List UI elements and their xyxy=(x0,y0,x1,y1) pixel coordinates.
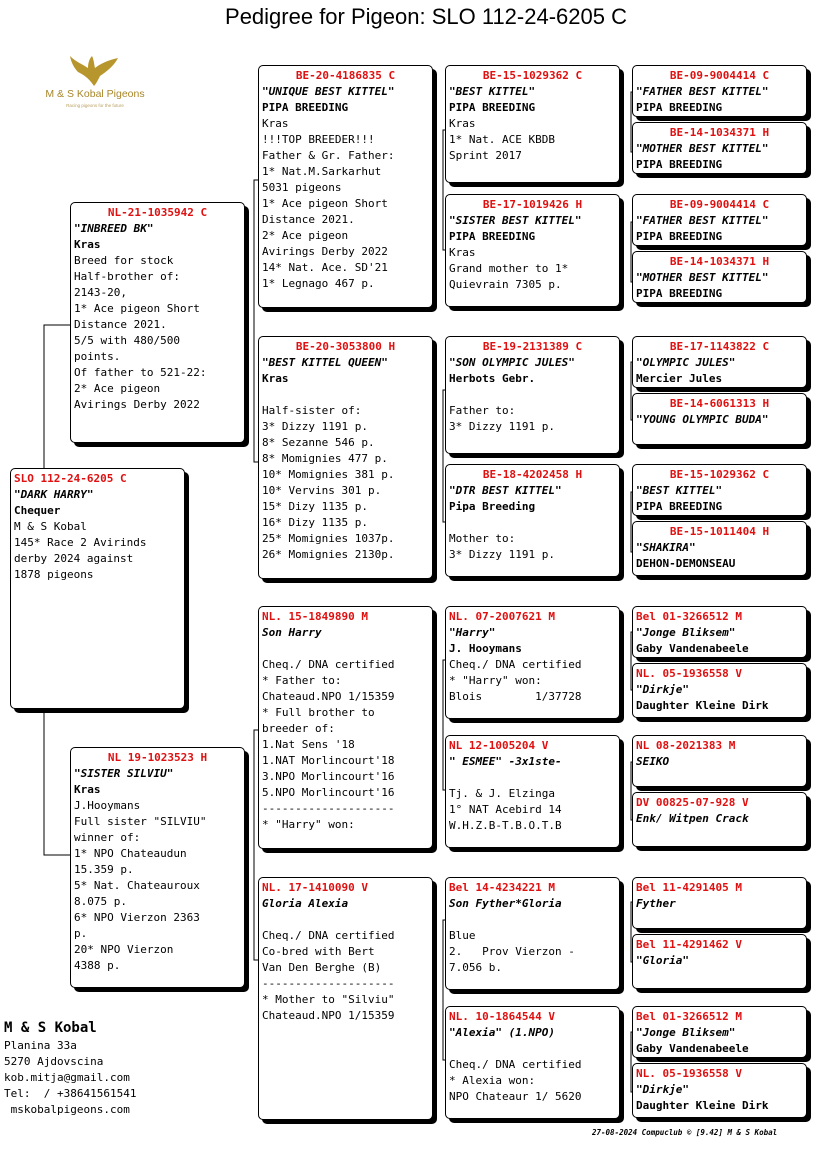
pigeon-name: Son Fyther*Gloria xyxy=(449,897,562,910)
pigeon-name: "MOTHER BEST KITTEL" xyxy=(636,142,769,155)
pigeon-card-subject[interactable] xyxy=(10,468,185,709)
ring-number: NL. 07-2007621 M xyxy=(449,610,555,623)
ring-number: Bel 14-4234221 M xyxy=(449,881,555,894)
pigeon-owner: PIPA BREEDING xyxy=(636,158,723,171)
pigeon-name: "SHAKIRA" xyxy=(636,541,696,554)
pigeon-name: "Jonge Bliksem" xyxy=(636,1026,736,1039)
pigeon-notes: M & S Kobal 145* Race 2 Avirinds derby 2024 against 1878 pigeons xyxy=(14,520,147,581)
pigeon-name: "FATHER BEST KITTEL" xyxy=(636,214,769,227)
pigeon-name: "DTR BEST KITTEL" xyxy=(449,484,562,497)
ring-number: Bel 11-4291462 V xyxy=(636,938,742,951)
pigeon-notes: Mother to: 3* Dizzy 1191 p. xyxy=(449,532,555,561)
pigeon-name: " ESMEE" -3x1ste- xyxy=(449,755,562,768)
pigeon-card-dds[interactable] xyxy=(445,877,620,990)
pigeon-card-g4-3[interactable] xyxy=(632,194,807,246)
pigeon-card-dss[interactable] xyxy=(445,606,620,719)
pigeon-owner: Herbots Gebr. xyxy=(449,372,536,385)
pigeon-name: "MOTHER BEST KITTEL" xyxy=(636,271,769,284)
ring-number: BE-15-1029362 C xyxy=(482,69,583,82)
ring-number: BE-20-3053800 H xyxy=(295,340,396,353)
pigeon-name: "BEST KITTEL" xyxy=(449,85,536,98)
pigeon-notes: Cheq./ DNA certified * "Harry" won: Blois 1/37728 xyxy=(449,658,582,703)
pigeon-notes: J.Hooymans Full sister "SILVIU" winner of: 1* NPO Chateaudun 15.359 p. 5* Nat. Chateauroux 8.075 p. 6* NPO Vierzon 2363 p. 20* NPO Vierzon 4388 p. xyxy=(74,799,207,972)
ring-number: BE-14-1034371 H xyxy=(669,255,770,268)
pigeon-notes: Kras !!!TOP BREEDER!!! Father & Gr. Father: 1* Nat.M.Sarkarhut 5031 pigeons 1* Ace pigeon Short Distance 2021. 2* Ace pigeon Avirings Derby 2022 14* Nat. Ace. SD'21 1* Legnago 467 p. xyxy=(262,117,395,290)
pigeon-card-g4-1[interactable] xyxy=(632,65,807,117)
pigeon-owner: PIPA BREEDING xyxy=(636,500,723,513)
pigeon-color: Kras xyxy=(74,238,101,251)
ring-number: NL. 15-1849890 M xyxy=(262,610,368,623)
pigeon-name: "Dirkje" xyxy=(636,1083,689,1096)
pigeon-owner: J. Hooymans xyxy=(449,642,522,655)
pigeon-name: "OLYMPIC JULES" xyxy=(636,356,736,369)
pigeon-name: Son Harry xyxy=(262,626,322,639)
ring-number: BE-17-1143822 C xyxy=(669,340,770,353)
pigeon-card-sire-sire[interactable] xyxy=(258,65,433,308)
pigeon-owner: Kras xyxy=(262,372,289,385)
website[interactable]: mskobalpigeons.com xyxy=(4,1103,130,1116)
pigeon-notes: Breed for stock Half-brother of: 2143-20, 1* Ace pigeon Short Distance 2021. 5/5 with 480/500 points. Of father to 521-22: 2* Ace pigeon Avirings Derby 2022 xyxy=(74,254,207,411)
pigeon-name: "SISTER SILVIU" xyxy=(74,767,174,780)
pigeon-card-g4-13[interactable] xyxy=(632,877,807,929)
pigeon-notes: Cheq./ DNA certified * Father to: Chateaud.NPO 1/15359 * Full brother to breeder of: 1.Nat Sens '18 1.NAT Morlincourt'18 3.NPO Morlincourt'16 5.NPO Morlincourt'16 -------------------- * "Harry" won: xyxy=(262,658,395,831)
pigeon-card-g4-6[interactable] xyxy=(632,393,807,445)
pigeon-card-dam-dam[interactable] xyxy=(258,877,433,1120)
pigeon-name: "Gloria" xyxy=(636,954,689,967)
pigeon-card-g4-9[interactable] xyxy=(632,606,807,658)
ring-number: DV 00825-07-928 V xyxy=(636,796,749,809)
pigeon-owner: PIPA BREEDING xyxy=(636,287,723,300)
pigeon-name: Fyther xyxy=(636,897,676,910)
pigeon-name: "SON OLYMPIC JULES" xyxy=(449,356,575,369)
breeder-contact xyxy=(4,1018,136,1118)
pigeon-name: "FATHER BEST KITTEL" xyxy=(636,85,769,98)
pigeon-card-g4-8[interactable] xyxy=(632,521,807,576)
pigeon-notes: Blue 2. Prov Vierzon - 7.056 b. xyxy=(449,929,575,974)
pigeon-owner: PIPA BREEDING xyxy=(449,101,536,114)
pigeon-color: Chequer xyxy=(14,504,61,517)
pigeon-name: "INBREED BK" xyxy=(74,222,154,235)
ring-number: NL 12-1005204 V xyxy=(449,739,549,752)
pigeon-card-sire-dam[interactable] xyxy=(258,336,433,579)
pigeon-card-sire[interactable] xyxy=(70,202,245,443)
pigeon-notes: Half-sister of: 3* Dizzy 1191 p. 8* Sezanne 546 p. 8* Momignies 477 p. 10* Momignies 381 p. 10* Vervins 301 p. 15* Dizy 1135 p. 16* Dizy 1135 p. 25* Momignies 1037p. 26* Momignies 2130p. xyxy=(262,404,395,561)
ring-number: BE-18-4202458 H xyxy=(482,468,583,481)
pigeon-name: "Dirkje" xyxy=(636,683,689,696)
pigeon-owner: PIPA BREEDING xyxy=(262,101,349,114)
ring-number: NL. 05-1936558 V xyxy=(636,1067,742,1080)
page-title: Pedigree for Pigeon: SLO 112-24-6205 C xyxy=(225,4,627,29)
email[interactable]: kob.mitja@gmail.com xyxy=(4,1071,130,1084)
pigeon-card-ssd[interactable] xyxy=(445,194,620,307)
pigeon-card-g4-7[interactable] xyxy=(632,464,807,516)
logo-text: M & S Kobal Pigeons xyxy=(45,88,145,100)
print-stamp: 27-08-2024 Compuclub © [9.42] M & S Kobal xyxy=(592,1128,778,1137)
pigeon-name: "BEST KITTEL" xyxy=(636,484,723,497)
ring-number: BE-20-4186835 C xyxy=(295,69,396,82)
ring-number: NL 19-1023523 H xyxy=(107,751,208,764)
pigeon-name: "UNIQUE BEST KITTEL" xyxy=(262,85,395,98)
pigeon-name: "Alexia" (1.NPO) xyxy=(449,1026,555,1039)
pigeon-owner: DEHON-DEMONSEAU xyxy=(636,557,736,570)
pigeon-card-ddd[interactable] xyxy=(445,1006,620,1119)
pigeon-name: Enk/ Witpen Crack xyxy=(636,812,749,825)
pigeon-owner: PIPA BREEDING xyxy=(449,230,536,243)
logo-slogan: Racing pigeons for the future xyxy=(66,103,124,108)
ring-number: BE-15-1029362 C xyxy=(669,468,770,481)
pigeon-card-dam[interactable] xyxy=(70,747,245,988)
pigeon-card-g4-14[interactable] xyxy=(632,934,807,989)
pigeon-notes: Kras 1* Nat. ACE KBDB Sprint 2017 xyxy=(449,117,555,162)
pigeon-card-dsd[interactable] xyxy=(445,735,620,848)
pigeon-card-g4-10[interactable] xyxy=(632,663,807,718)
pigeon-notes: Kras Grand mother to 1* Quievrain 7305 p. xyxy=(449,246,569,291)
pigeon-name: "BEST KITTEL QUEEN" xyxy=(262,356,388,369)
ring-number: BE-14-1034371 H xyxy=(669,126,770,139)
pigeon-card-g4-16[interactable] xyxy=(632,1063,807,1118)
address-line-1: Planina 33a xyxy=(4,1039,77,1052)
pigeon-card-g4-15[interactable] xyxy=(632,1006,807,1058)
pigeon-card-g4-2[interactable] xyxy=(632,122,807,174)
pigeon-card-sdd[interactable] xyxy=(445,464,620,577)
pigeon-notes: Cheq./ DNA certified Co-bred with Bert Van Den Berghe (B) -------------------- * Mother to "Silviu" Chateaud.NPO 1/15359 xyxy=(262,929,395,1022)
ring-number: NL. 10-1864544 V xyxy=(449,1010,555,1023)
pigeon-notes: Father to: 3* Dizzy 1191 p. xyxy=(449,404,555,433)
pigeon-notes: Cheq./ DNA certified * Alexia won: NPO Chateaur 1/ 5620 xyxy=(449,1058,582,1103)
pigeon-name: Gloria Alexia xyxy=(262,897,349,910)
pigeon-owner: Daughter Kleine Dirk xyxy=(636,699,769,712)
pigeon-owner: Mercier Jules xyxy=(636,372,723,385)
pigeon-name: "DARK HARRY" xyxy=(14,488,94,501)
ring-number: SLO 112-24-6205 C xyxy=(14,472,127,485)
pigeon-name: "YOUNG OLYMPIC BUDA" xyxy=(636,413,769,426)
pigeon-name: "Jonge Bliksem" xyxy=(636,626,736,639)
pigeon-color: Kras xyxy=(74,783,101,796)
ring-number: Bel 01-3266512 M xyxy=(636,1010,742,1023)
ring-number: Bel 11-4291405 M xyxy=(636,881,742,894)
pigeon-card-dam-sire[interactable] xyxy=(258,606,433,849)
ring-number: NL. 05-1936558 V xyxy=(636,667,742,680)
pigeon-notes: Tj. & J. Elzinga 1° NAT Acebird 14 W.H.Z.B-T.B.O.T.B xyxy=(449,787,562,832)
pigeon-card-g4-11[interactable] xyxy=(632,735,807,787)
ring-number: Bel 01-3266512 M xyxy=(636,610,742,623)
pigeon-card-sds[interactable] xyxy=(445,336,620,454)
ring-number: BE-15-1011404 H xyxy=(669,525,770,538)
pigeon-card-g4-4[interactable] xyxy=(632,251,807,303)
ring-number: BE-14-6061313 H xyxy=(669,397,770,410)
ring-number: NL. 17-1410090 V xyxy=(262,881,368,894)
address-line-2: 5270 Ajdovscina xyxy=(4,1055,104,1068)
pigeon-card-sss[interactable] xyxy=(445,65,620,183)
pigeon-owner: Gaby Vandenabeele xyxy=(636,642,749,655)
pigeon-owner: PIPA BREEDING xyxy=(636,230,723,243)
pigeon-owner: PIPA BREEDING xyxy=(636,101,723,114)
ring-number: BE-09-9004414 C xyxy=(669,69,770,82)
breeder-name: M & S Kobal xyxy=(4,1020,97,1036)
pigeon-name: "SISTER BEST KITTEL" xyxy=(449,214,582,227)
ring-number: NL-21-1035942 C xyxy=(107,206,208,219)
telephone: Tel: / +38641561541 xyxy=(4,1087,137,1100)
ring-number: BE-19-2131389 C xyxy=(482,340,583,353)
pigeon-name: SEIKO xyxy=(636,755,670,768)
pigeon-owner: Gaby Vandenabeele xyxy=(636,1042,749,1055)
ring-number: NL 08-2021383 M xyxy=(636,739,736,752)
pigeon-card-g4-5[interactable] xyxy=(632,336,807,388)
pigeon-owner: Daughter Kleine Dirk xyxy=(636,1099,769,1112)
ring-number: BE-09-9004414 C xyxy=(669,198,770,211)
ring-number: BE-17-1019426 H xyxy=(482,198,583,211)
pigeon-card-g4-12[interactable] xyxy=(632,792,807,847)
pigeon-name: "Harry" xyxy=(449,626,496,639)
pigeon-owner: Pipa Breeding xyxy=(449,500,536,513)
